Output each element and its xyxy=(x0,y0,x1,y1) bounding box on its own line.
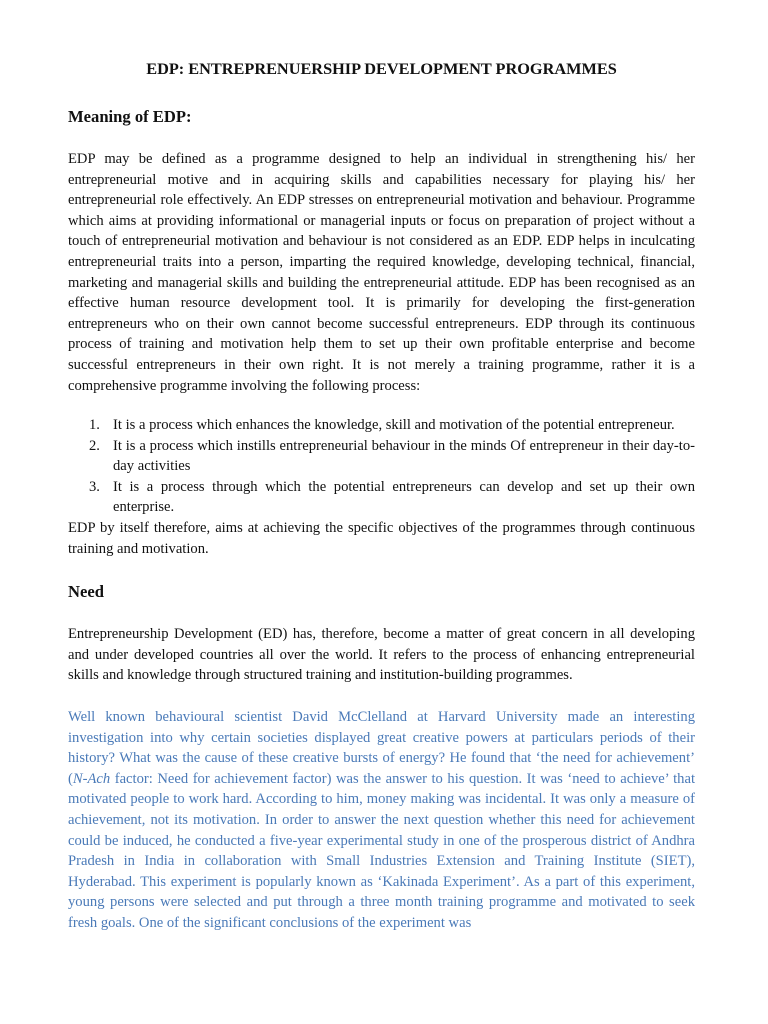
need-heading: Need xyxy=(68,582,104,601)
list-item xyxy=(68,477,695,518)
list-item-text: It is a process which instills entrepreneurial behaviour in the minds Of entrepreneur in their day-to-day activities xyxy=(113,437,695,475)
mcclelland-paragraph xyxy=(68,707,695,934)
document-title: EDP: ENTREPRENUERSHIP DEVELOPMENT PROGRAMMES xyxy=(146,59,617,78)
meaning-heading: Meaning of EDP: xyxy=(68,107,192,126)
list-item xyxy=(68,415,695,436)
process-list xyxy=(68,415,695,518)
list-item-text: It is a process which enhances the knowledge, skill and motivation of the potential entrepreneur. xyxy=(113,417,675,433)
need-paragraph: Entrepreneurship Development (ED) has, therefore, become a matter of great concern in all developing and under developed countries all over the world. It refers to the process of enhancing entrepreneurial skills and knowledge through structured training and institution-building programmes. xyxy=(68,626,695,684)
mcclelland-text-end: factor: Need for achievement factor) was the answer to his question. It was ‘need to achieve’ that motivated people to work hard. According to him, money making was incidental. It was only a measure of achievement, not its motivation. In order to answer the next question whether this need for achievement could be induced, he conducted a five-year experimental study in one of the prosperous district of Andhra Pradesh in India in collaboration with Small Industries Extension and Training Institute (SIET), Hyderabad. This experiment is popularly known as ‘Kakinada Experiment’. As a part of this experiment, young persons were selected and put through a three month training programme and motivated to seek fresh goals. One of the significant conclusions of the experiment was xyxy=(68,770,695,931)
list-item-number: 3. xyxy=(89,478,100,495)
intro-paragraph: EDP may be defined as a programme designed to help an individual in strengthening his/ her entrepreneurial motive and in acquiring skills and capabilities necessary for playing his/ her entrepreneurial role effectively. An EDP stresses on entrepreneurial motivation and behaviour. Programme which aims at providing informational or managerial inputs or focus on preparation of project without a touch of entrepreneurial motivation and behaviour is not considered as an EDP. EDP helps in inculcating entrepreneurial traits into a person, imparting the required knowledge, developing technical, financial, marketing and managerial skills and building the entrepreneurial attitude. EDP has been recognised as an effective human resource development tool. It is primarily for developing the first-generation entrepreneurs who on their own cannot become successful entrepreneurs. EDP through its continuous process of training and motivation help them to set up their own profitable enterprise and become successful entrepreneurs in their own right. It is not merely a training programme, rather it is a comprehensive programme involving the following process: xyxy=(68,151,695,394)
mcclelland-text-start: Well known behavioural scientist David McClelland at Harvard University made an interesting investigation into why certain societies displayed great creative powers at particulars periods of their history? What was the cause of these creative bursts of energy? He found that ‘the need for achievement’ ( xyxy=(68,709,695,787)
list-item-text: It is a process through which the potential entrepreneurs can develop and set up their own enterprise. xyxy=(113,478,695,516)
list-item-number: 1. xyxy=(89,417,100,433)
list-item-number: 2. xyxy=(89,437,100,454)
list-item xyxy=(68,436,695,477)
summary-paragraph: EDP by itself therefore, aims at achieving the specific objectives of the programmes through continuous training and motivation. xyxy=(68,520,695,557)
n-ach-term: N-Ach xyxy=(72,770,111,787)
